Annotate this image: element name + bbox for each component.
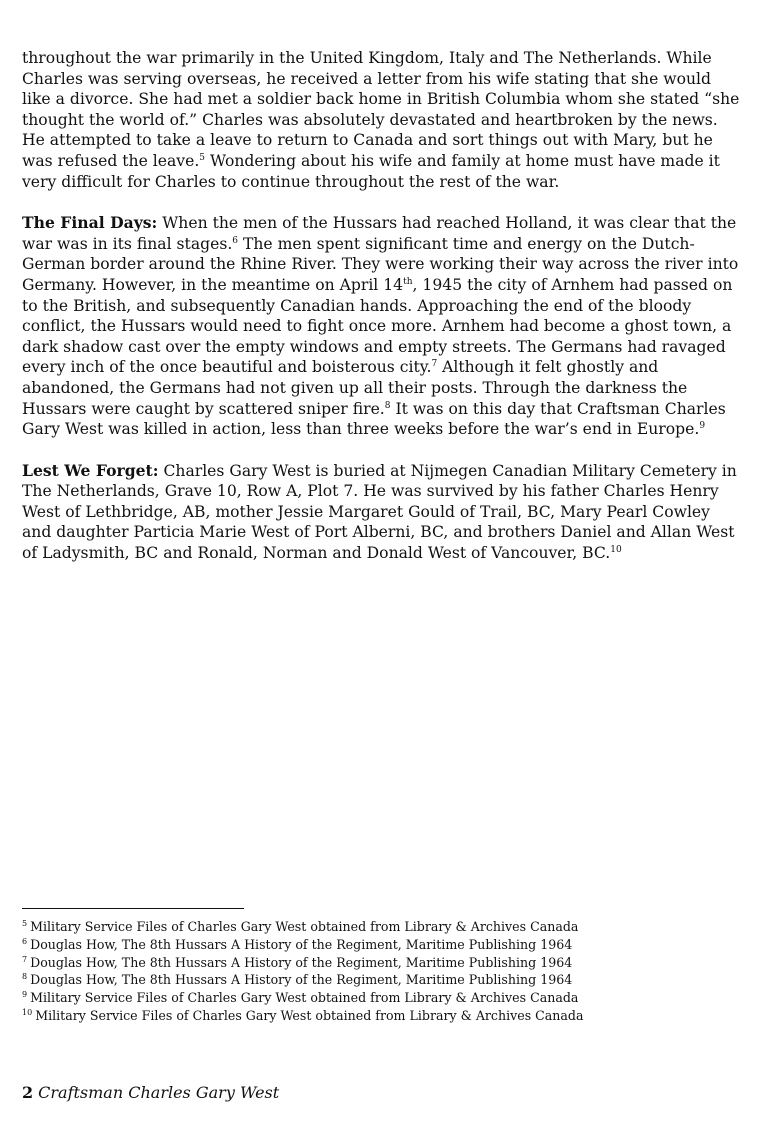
paragraph-text: throughout the war primarily in the United Kingdom, Italy and The Netherlands. While Charles was serving overseas, he received a letter from his wife stating that she would like a divorce. She had met a soldier back home in British Columbia whom she stated “she thought the world of.” Charles was absolutely devastated and heartbroken by the news. He attempted to take a leave to return to Canada and sort things out with Mary, but he was refused the leave. bbox=[22, 49, 740, 170]
footnote-ref-6: 6 bbox=[232, 235, 239, 246]
footnote bbox=[22, 936, 742, 954]
paragraph-text: , 1945 the city of Arnhem had passed on to the British, and subsequently Canadian hands. Approaching the end of the bloody conflict, the Hussars would need to fight once more. Arnhem had become a ghost town, a dark shadow cast over the empty windows and empty streets. The Germans had ravaged every inch of the once beautiful and boisterous city. bbox=[22, 275, 733, 377]
footnote bbox=[22, 989, 742, 1007]
paragraph-text: Although it felt ghostly and abandoned, the Germans had not given up all their posts. Through the darkness the Hussars were caught by scattered sniper fire. bbox=[22, 358, 688, 418]
footnote-ref-8: 8 bbox=[384, 400, 391, 411]
footnote-ref-9: 9 bbox=[699, 421, 706, 432]
footnote-separator bbox=[22, 908, 244, 909]
footnote-ref-7: 7 bbox=[431, 359, 438, 370]
footnote-text: Military Service Files of Charles Gary West obtained from Library & Archives Canada bbox=[35, 1007, 584, 1023]
footnotes bbox=[22, 918, 742, 1025]
paragraph-lest-we-forget bbox=[22, 461, 740, 564]
footnote bbox=[22, 971, 742, 989]
page-number: 2 bbox=[22, 1083, 34, 1102]
paragraph-text: It was on this day that Craftsman Charles Gary West was killed in action, less than three weeks before the war’s end in Europe. bbox=[22, 399, 726, 439]
footnote-text: Douglas How, The 8th Hussars A History of the Regiment, Maritime Publishing 1964 bbox=[30, 954, 573, 970]
body-text bbox=[22, 48, 740, 585]
footnote-text: Military Service Files of Charles Gary West obtained from Library & Archives Canada bbox=[30, 919, 579, 934]
footnote-number: 5 bbox=[22, 919, 28, 928]
footnote-number: 10 bbox=[22, 1007, 33, 1017]
footnote-number: 9 bbox=[22, 990, 28, 1000]
paragraph-service bbox=[22, 48, 740, 192]
footnote-number: 8 bbox=[22, 972, 28, 982]
section-heading: The Final Days: bbox=[22, 213, 158, 233]
paragraph-text: Wondering about his wife and family at home must have made it very difficult for Charles to continue throughout the rest of the war. bbox=[22, 151, 720, 191]
footnote-ref-10: 10 bbox=[610, 545, 622, 556]
footnote bbox=[22, 1007, 742, 1025]
footnote bbox=[22, 918, 742, 936]
footnote bbox=[22, 954, 742, 972]
paragraph-text: When the men of the Hussars had reached Holland, it was clear that the war was in its final stages. bbox=[22, 214, 737, 253]
footnote-text: Douglas How, The 8th Hussars A History of the Regiment, Maritime Publishing 1964 bbox=[30, 972, 573, 988]
footnote-text: Military Service Files of Charles Gary West obtained from Library & Archives Canada bbox=[30, 990, 579, 1006]
paragraph-final-days bbox=[22, 213, 740, 440]
paragraph-text: The men spent significant time and energy on the Dutch-German border around the Rhine River. They were working their way across the river into Germany. However, in the meantime on April 14 bbox=[22, 234, 739, 294]
footnote-ref-5: 5 bbox=[199, 152, 206, 163]
footnote-text: Douglas How, The 8th Hussars A History of the Regiment, Maritime Publishing 1964 bbox=[30, 936, 573, 952]
running-title: Craftsman Charles Gary West bbox=[38, 1083, 280, 1102]
footnote-number: 7 bbox=[22, 954, 28, 964]
page-footer bbox=[22, 1083, 279, 1102]
paragraph-text: Charles Gary West is buried at Nijmegen Canadian Military Cemetery in The Netherlands, Grave 10, Row A, Plot 7. He was survived by his father Charles Henry West of Lethbridge, AB, mother Jessie Margaret Gould of Trail, BC, Mary Pearl Cowley and daughter Particia Marie West of Port Alberni, BC, and brothers Daniel and Allan West of Ladysmith, BC and Ronald, Norman and Donald West of Vancouver, BC. bbox=[22, 461, 737, 563]
section-heading: Lest We Forget: bbox=[22, 460, 159, 480]
footnote-number: 6 bbox=[22, 936, 28, 946]
ordinal-suffix: th bbox=[403, 276, 413, 287]
